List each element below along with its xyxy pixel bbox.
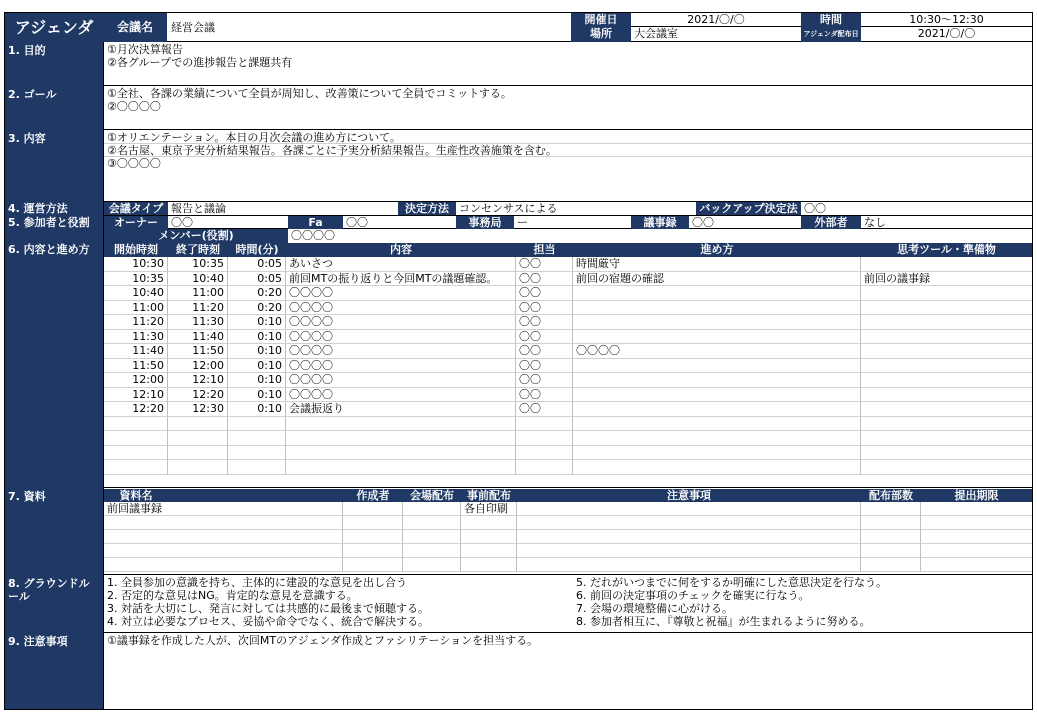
dist-date-value: 2021/〇/〇 — [917, 27, 976, 40]
schedule-cell-content — [286, 417, 516, 432]
schedule-cell-tools — [861, 373, 1032, 388]
schedule-cell-start: 11:40 — [104, 344, 168, 359]
materials-grid-cell — [343, 558, 403, 572]
materials-grid-cell — [861, 516, 921, 530]
materials-label: 7. 資料 — [5, 488, 103, 575]
materials-grid-cell — [403, 530, 461, 544]
outsider-label: 外部者 — [801, 216, 861, 229]
rule-7: 7. 会場の環境整備に心がける。 — [576, 602, 733, 615]
schedule-cell-tools — [861, 286, 1032, 301]
goal-line-2: ②〇〇〇〇 — [107, 100, 161, 113]
col-start-header: 開始時刻 — [104, 243, 168, 257]
col-author-header: 作成者 — [343, 489, 403, 502]
schedule-cell-duration — [228, 446, 286, 461]
rule-6: 6. 前回の決定事項のチェックを確実に行なう。 — [576, 589, 810, 602]
schedule-cell-method — [573, 359, 861, 374]
schedule-cell-content: 〇〇〇〇 — [286, 359, 516, 374]
materials-grid-cell — [921, 558, 1032, 572]
materials-grid-cell — [403, 558, 461, 572]
materials-grid-cell — [921, 516, 1032, 530]
schedule-cell-owner: 〇〇 — [516, 315, 573, 330]
materials-grid-cell — [461, 516, 517, 530]
schedule-cell-owner: 〇〇 — [516, 272, 573, 287]
materials-grid-cell — [104, 558, 343, 572]
meeting-name-value: 経営会議 — [171, 21, 215, 34]
schedule-cell-start: 10:30 — [104, 257, 168, 272]
place-label: 場所 — [571, 27, 631, 42]
schedule-cell-method: 時間厳守 — [573, 257, 861, 272]
schedule-cell-content: 会議振返り — [286, 402, 516, 417]
rule-8: 8. 参加者相互に、『尊敬と祝福』が生まれるように努める。 — [576, 615, 871, 628]
schedule-cell-start: 11:00 — [104, 301, 168, 316]
content-label: 3. 内容 — [5, 130, 103, 202]
schedule-cell-end — [168, 431, 228, 446]
schedule-cell-owner: 〇〇 — [516, 359, 573, 374]
material-name: 前回議事録 — [107, 502, 162, 515]
col-end-header: 終了時刻 — [168, 243, 228, 257]
schedule-cell-tools — [861, 446, 1032, 461]
schedule-cell-duration: 0:10 — [228, 359, 286, 374]
schedule-cell-tools: 前回の議事録 — [861, 272, 1032, 287]
schedule-cell-start: 12:10 — [104, 388, 168, 403]
materials-grid-cell — [517, 516, 861, 530]
schedule-cell-duration — [228, 417, 286, 432]
schedule-cell-content — [286, 431, 516, 446]
schedule-cell-method — [573, 286, 861, 301]
content-line-3: ③〇〇〇〇 — [107, 157, 161, 170]
col-venue-header: 会場配布 — [403, 489, 461, 502]
schedule-cell-tools — [861, 417, 1032, 432]
rule-5: 5. だれがいつまでに何をするか明確にした意思決定を行なう。 — [576, 576, 887, 589]
operation-label: 4. 運営方法 — [5, 202, 103, 216]
time-label: 時間 — [801, 13, 861, 27]
schedule-cell-content: 〇〇〇〇 — [286, 330, 516, 345]
fa-label: Fa — [288, 216, 343, 229]
schedule-cell-method — [573, 301, 861, 316]
schedule-cell-start — [104, 446, 168, 461]
schedule-cell-start: 10:40 — [104, 286, 168, 301]
materials-grid-cell — [921, 544, 1032, 558]
schedule-cell-owner: 〇〇 — [516, 257, 573, 272]
schedule-cell-end: 12:00 — [168, 359, 228, 374]
secretariat-value: ー — [514, 216, 631, 229]
materials-grid-cell — [861, 530, 921, 544]
meeting-type-value: 報告と議論 — [171, 202, 226, 215]
materials-grid-cell — [461, 530, 517, 544]
schedule-cell-end: 10:35 — [168, 257, 228, 272]
material-notes — [517, 502, 861, 516]
schedule-cell-start — [104, 417, 168, 432]
material-venue — [403, 502, 461, 516]
schedule-cell-content: 〇〇〇〇 — [286, 344, 516, 359]
schedule-cell-owner — [516, 431, 573, 446]
decision-method-value: コンセンサスによる — [459, 202, 558, 215]
content-line-1: ①オリエンテーション。本日の月次会議の進め方について。 — [104, 131, 1032, 144]
materials-grid-cell — [517, 558, 861, 572]
secretariat-label: 事務局 — [456, 216, 514, 229]
materials-grid-cell — [461, 544, 517, 558]
schedule-cell-duration: 0:10 — [228, 344, 286, 359]
materials-grid-cell — [517, 544, 861, 558]
schedule-cell-end: 11:20 — [168, 301, 228, 316]
schedule-cell-tools — [861, 344, 1032, 359]
members-value: 〇〇〇〇 — [291, 229, 335, 242]
schedule-cell-method — [573, 373, 861, 388]
col-method-header: 進め方 — [573, 243, 861, 257]
schedule-cell-end: 11:00 — [168, 286, 228, 301]
materials-grid-cell — [403, 516, 461, 530]
goal-label: 2. ゴール — [5, 86, 103, 130]
materials-grid-cell — [104, 544, 343, 558]
schedule-cell-tools — [861, 301, 1032, 316]
schedule-cell-tools — [861, 388, 1032, 403]
schedule-cell-tools — [861, 359, 1032, 374]
schedule-cell-end: 11:30 — [168, 315, 228, 330]
page-title: アジェンダ — [5, 13, 103, 42]
schedule-cell-end: 12:30 — [168, 402, 228, 417]
col-pre-header: 事前配布 — [461, 489, 517, 502]
schedule-cell-end — [168, 446, 228, 461]
meeting-type-label: 会議タイプ — [104, 202, 168, 215]
schedule-cell-end: 11:40 — [168, 330, 228, 345]
backup-method-value: 〇〇 — [804, 202, 826, 215]
members-label: メンバー(役割) — [104, 229, 288, 243]
schedule-cell-method — [573, 431, 861, 446]
schedule-cell-duration — [228, 460, 286, 475]
schedule-cell-start: 12:20 — [104, 402, 168, 417]
materials-grid-cell — [861, 558, 921, 572]
schedule-cell-content: 〇〇〇〇 — [286, 315, 516, 330]
minutes-taker-value: 〇〇 — [689, 216, 801, 229]
schedule-cell-tools — [861, 460, 1032, 475]
owner-label: オーナー — [104, 216, 168, 229]
schedule-cell-owner: 〇〇 — [516, 301, 573, 316]
schedule-cell-duration: 0:05 — [228, 257, 286, 272]
material-pre-distribution: 各自印刷 — [464, 502, 508, 515]
schedule-cell-method — [573, 330, 861, 345]
dist-date-label: アジェンダ配布日 — [801, 27, 861, 42]
col-copies-header: 配布部数 — [861, 489, 921, 502]
notes-line-1: ①議事録を作成した人が、次回MTのアジェンダ作成とファシリテーションを担当する。 — [107, 634, 539, 647]
materials-grid-cell — [403, 544, 461, 558]
schedule-cell-owner: 〇〇 — [516, 286, 573, 301]
col-duration-header: 時間(分) — [228, 243, 286, 257]
material-deadline — [921, 502, 1032, 516]
minutes-taker-label: 議事録 — [631, 216, 689, 229]
purpose-label: 1. 目的 — [5, 42, 103, 86]
schedule-cell-content: 〇〇〇〇 — [286, 286, 516, 301]
schedule-cell-duration: 0:10 — [228, 402, 286, 417]
schedule-cell-end: 12:20 — [168, 388, 228, 403]
schedule-cell-content: あいさつ — [286, 257, 516, 272]
schedule-cell-method — [573, 446, 861, 461]
date-label: 開催日 — [571, 13, 631, 27]
col-owner-header: 担当 — [516, 243, 573, 257]
schedule-cell-duration: 0:10 — [228, 315, 286, 330]
schedule-cell-start: 11:50 — [104, 359, 168, 374]
schedule-cell-duration: 0:10 — [228, 373, 286, 388]
schedule-cell-end: 10:40 — [168, 272, 228, 287]
date-value: 2021/〇/〇 — [631, 13, 801, 27]
schedule-label: 6. 内容と進め方 — [5, 243, 103, 488]
agenda-sheet — [4, 12, 1033, 710]
ground-rules-label: 8. グラウンドルール — [5, 575, 103, 633]
schedule-cell-duration: 0:20 — [228, 286, 286, 301]
place-value: 大会議室 — [634, 27, 678, 40]
schedule-cell-end — [168, 460, 228, 475]
backup-method-label: バックアップ決定法 — [696, 202, 801, 215]
owner-value: 〇〇 — [168, 216, 288, 229]
schedule-cell-content: 〇〇〇〇 — [286, 388, 516, 403]
time-value: 10:30〜12:30 — [861, 13, 1032, 27]
schedule-cell-duration: 0:20 — [228, 301, 286, 316]
schedule-cell-start — [104, 431, 168, 446]
col-tools-header: 思考ツール・準備物 — [861, 243, 1032, 257]
material-author — [343, 502, 403, 516]
outsider-value: なし — [861, 216, 1032, 229]
schedule-cell-owner — [516, 417, 573, 432]
schedule-cell-content — [286, 460, 516, 475]
fa-value: 〇〇 — [343, 216, 456, 229]
schedule-cell-method — [573, 388, 861, 403]
notes-label: 9. 注意事項 — [5, 633, 103, 709]
schedule-cell-duration — [228, 431, 286, 446]
material-copies — [861, 502, 921, 516]
col-notes-header: 注意事項 — [517, 489, 861, 502]
schedule-cell-start: 11:20 — [104, 315, 168, 330]
schedule-cell-tools — [861, 431, 1032, 446]
schedule-cell-start — [104, 460, 168, 475]
schedule-cell-tools — [861, 330, 1032, 345]
purpose-line-2: ②各グループでの進捗報告と課題共有 — [107, 56, 293, 69]
schedule-cell-content — [286, 446, 516, 461]
schedule-cell-start: 10:35 — [104, 272, 168, 287]
materials-grid-cell — [517, 530, 861, 544]
schedule-cell-method — [573, 417, 861, 432]
materials-grid-cell — [861, 544, 921, 558]
schedule-cell-end — [168, 417, 228, 432]
materials-grid-cell — [461, 558, 517, 572]
participants-label: 5. 参加者と役割 — [5, 216, 103, 243]
col-deadline-header: 提出期限 — [921, 489, 1032, 502]
schedule-cell-owner: 〇〇 — [516, 373, 573, 388]
schedule-cell-tools — [861, 402, 1032, 417]
schedule-cell-method: 〇〇〇〇 — [573, 344, 861, 359]
schedule-cell-owner: 〇〇 — [516, 330, 573, 345]
schedule-cell-tools — [861, 257, 1032, 272]
content-line-2: ②名古屋、東京予実分析結果報告。各課ごとに予実分析結果報告。生産性改善施策を含む。 — [104, 144, 1032, 157]
schedule-cell-end: 12:10 — [168, 373, 228, 388]
schedule-cell-owner: 〇〇 — [516, 388, 573, 403]
rule-3: 3. 対話を大切にし、発言に対しては共感的に最後まで傾聴する。 — [107, 602, 429, 615]
purpose-line-1: ①月次決算報告 — [107, 43, 183, 56]
materials-grid-cell — [343, 544, 403, 558]
schedule-cell-start: 12:00 — [104, 373, 168, 388]
materials-grid-cell — [104, 516, 343, 530]
materials-grid-cell — [343, 530, 403, 544]
schedule-cell-content: 前回MTの振り返りと今回MTの議題確認。 — [286, 272, 516, 287]
decision-method-label: 決定方法 — [398, 202, 456, 215]
schedule-cell-owner: 〇〇 — [516, 402, 573, 417]
schedule-cell-owner — [516, 446, 573, 461]
schedule-cell-start: 11:30 — [104, 330, 168, 345]
materials-grid-cell — [104, 530, 343, 544]
materials-grid-cell — [921, 530, 1032, 544]
goal-line-1: ①全社、各課の業績について全員が周知し、改善策について全員でコミットする。 — [107, 87, 512, 100]
schedule-cell-content: 〇〇〇〇 — [286, 373, 516, 388]
schedule-cell-duration: 0:10 — [228, 388, 286, 403]
schedule-cell-end: 11:50 — [168, 344, 228, 359]
schedule-cell-content: 〇〇〇〇 — [286, 301, 516, 316]
schedule-cell-duration: 0:10 — [228, 330, 286, 345]
schedule-cell-method — [573, 460, 861, 475]
col-material-name-header: 資料名 — [104, 489, 168, 502]
materials-grid-cell — [343, 516, 403, 530]
schedule-cell-method — [573, 315, 861, 330]
meeting-name-label: 会議名 — [103, 13, 167, 42]
schedule-cell-duration: 0:05 — [228, 272, 286, 287]
schedule-cell-tools — [861, 315, 1032, 330]
rule-2: 2. 否定的な意見はNG。肯定的な意見を意識する。 — [107, 589, 358, 602]
schedule-cell-owner — [516, 460, 573, 475]
rule-1: 1. 全員参加の意識を持ち、主体的に建設的な意見を出し合う — [107, 576, 407, 589]
rule-4: 4. 対立は必要なプロセス、妥協や命令でなく、統合で解決する。 — [107, 615, 430, 628]
col-content-header: 内容 — [286, 243, 516, 257]
schedule-cell-method — [573, 402, 861, 417]
schedule-cell-owner: 〇〇 — [516, 344, 573, 359]
schedule-cell-method: 前回の宿題の確認 — [573, 272, 861, 287]
